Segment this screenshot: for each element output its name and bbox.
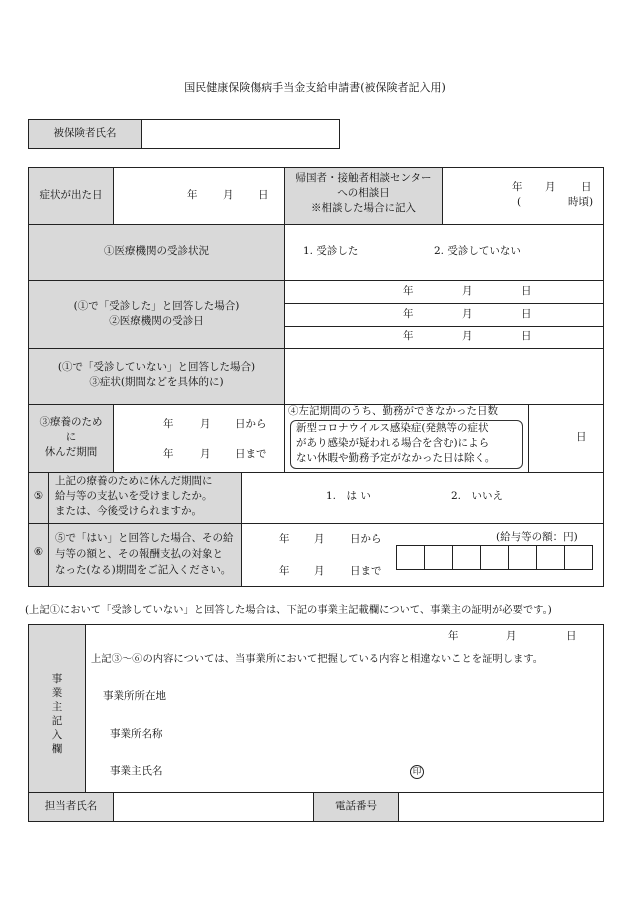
insured-name-field[interactable] [143,121,338,147]
q3-symptoms-field[interactable] [286,350,602,402]
q6-to-month: 月 [314,565,325,577]
consult-day: 日 [581,181,592,193]
leave-label-1: ③療養のため [39,416,103,428]
seal-mark-icon: 印 [410,765,424,779]
employer-owner-field[interactable] [180,759,405,781]
q4-label: ④左記期間のうち、勤務ができなかった日数 [288,405,498,417]
leave-period-field[interactable] [115,406,283,470]
q2-row3-month: 月 [462,330,473,342]
employer-certify-text: 上記③～⑥の内容については、当事業所において把握している内容と相違ないことを証明します。 [91,653,544,665]
consult-month: 月 [545,181,556,193]
q2-row1-month: 月 [462,285,473,297]
q6-text-1: ⑤で「はい」と回答した場合、その給 [55,532,234,544]
consult-year: 年 [512,181,523,193]
consult-paren: ( [517,196,522,208]
onset-date-field[interactable] [115,170,281,222]
leave-to-month: 月 [200,448,211,460]
leave-label-2: に [65,431,77,443]
consult-time: 時頃) [568,196,594,208]
leave-from-month: 月 [200,418,211,430]
consult-label-1: 帰国者・接触者相談センター [295,172,432,184]
q6-to-year: 年 [279,565,290,577]
contact-person-label: 担当者氏名 [44,800,98,812]
q1-label: ①医療機関の受診状況 [104,245,209,257]
consult-date-field[interactable] [444,170,602,222]
contact-phone-label: 電話番号 [335,800,377,812]
q4-days-field[interactable] [530,406,572,470]
employer-company-label: 事業所名称 [110,728,163,740]
q2-label-2: ②医療機関の受診日 [109,315,204,327]
q1-option-not-visited[interactable]: 2. 受診していない [434,245,521,257]
contact-phone-field[interactable] [400,794,602,820]
consult-label-2: への相談日 [337,187,390,199]
q1-option-visited[interactable]: 1. 受診した [303,245,359,257]
employer-day: 日 [566,630,577,642]
q2-row3-day: 日 [521,330,532,342]
q5-text-2: 給与等の支払いを受けましたか。 [55,490,213,502]
onset-day: 日 [258,189,269,201]
contact-person-field[interactable] [115,794,311,820]
q6-amount-digit[interactable] [481,546,508,569]
q6-from-year: 年 [279,533,290,545]
q6-amount-label: (給与等の額：円) [496,531,578,543]
q6-text-3: なった(なる)期間をご記入ください。 [55,564,232,576]
employer-month: 月 [506,630,517,642]
q5-option-no[interactable]: 2. いいえ [451,490,504,502]
onset-month: 月 [223,189,234,201]
employer-address-field[interactable] [180,684,590,706]
leave-to-day: 日まで [235,448,267,460]
insured-name-label: 被保険者氏名 [53,127,117,139]
onset-year: 年 [187,189,198,201]
q5-text-3: または、今後受けられますか。 [55,505,202,517]
q6-amount-digit[interactable] [537,546,564,569]
q6-from-day: 日から [350,533,382,545]
q4-note-1: 新型コロナウイルス感染症(発熱等の症状 [296,422,489,434]
q2-row2-month: 月 [462,308,473,320]
employer-year: 年 [448,630,459,642]
employer-side-label: 事 業 主 記 入 欄 [51,673,63,755]
q3-label-2: ③症状(期間などを具体的に) [89,376,224,388]
q6-amount-digit[interactable] [397,546,424,569]
consult-label-3: ※相談した場合に記入 [311,202,416,214]
q2-row2-day: 日 [521,308,532,320]
q2-row2-year: 年 [403,308,414,320]
q4-note-2: があり感染が疑われる場合を含む)によら [296,437,490,449]
q2-row1-day: 日 [521,285,532,297]
q5-number: ⑤ [33,490,44,502]
leave-label-3: 休んだ期間 [44,446,98,458]
q6-amount-digit[interactable] [565,546,592,569]
form-title: 国民健康保険傷病手当金支給申請書(被保険者記入用) [184,81,446,94]
employer-note: (上記①において「受診していない」と回答した場合は、下記の事業主記載欄について、事業主の証明が必要です。) [25,604,552,616]
q6-amount-digit[interactable] [425,546,452,569]
q2-row1-year: 年 [403,285,414,297]
q2-label-1: (①で「受診した」と回答した場合) [73,300,240,312]
employer-owner-label: 事業主氏名 [110,765,163,777]
q6-amount-digit[interactable] [509,546,536,569]
q6-from-month: 月 [314,533,325,545]
leave-to-year: 年 [163,448,174,460]
q2-row3-year: 年 [403,330,414,342]
employer-company-field[interactable] [180,722,590,744]
leave-from-day: 日から [235,418,267,430]
q6-number: ⑥ [33,546,44,558]
onset-label: 症状が出た日 [39,189,103,201]
q6-text-2: 与等の額と、その報酬支払の対象と [55,548,223,560]
leave-from-year: 年 [163,418,174,430]
q6-period-field[interactable] [243,525,393,585]
q6-to-day: 日まで [350,565,382,577]
q5-text-1: 上記の療養のために休んだ期間に [55,475,213,487]
q4-note-3: ない休暇や勤務予定がなかった日は除く。 [296,452,496,464]
q4-unit: 日 [576,431,587,443]
employer-address-label: 事業所所在地 [103,690,166,702]
q6-amount-digit[interactable] [453,546,480,569]
q5-option-yes[interactable]: 1. は い [326,490,371,502]
q3-label-1: (①で「受診していない」と回答した場合) [57,361,256,373]
